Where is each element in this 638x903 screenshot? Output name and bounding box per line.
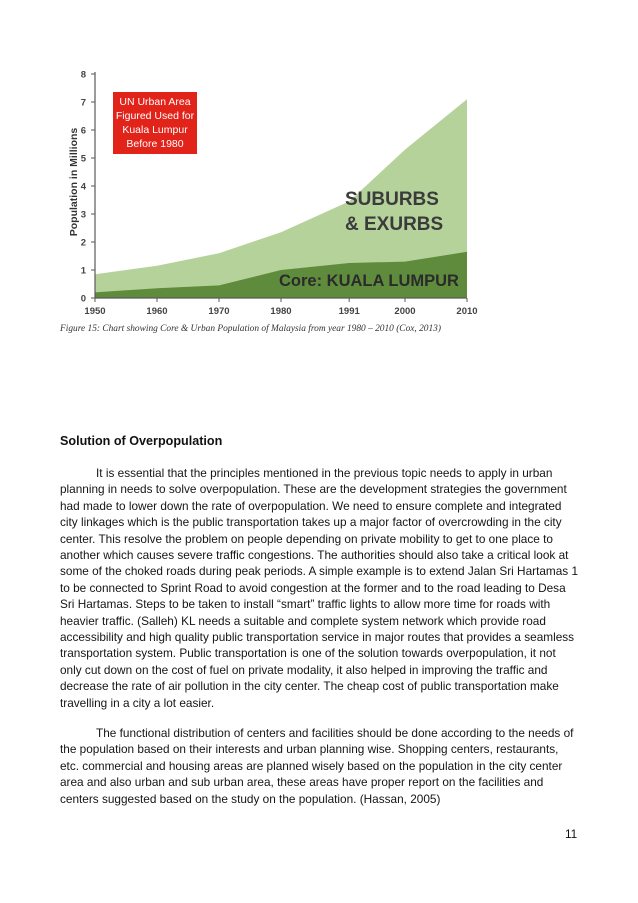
y-tick-label: 7 — [80, 97, 86, 109]
y-tick-label: 0 — [80, 293, 86, 305]
un-box-line-3: Kuala Lumpur — [122, 124, 188, 136]
core-label: Core: KUALA LUMPUR — [279, 272, 459, 290]
y-tick-label: 1 — [80, 265, 86, 277]
y-tick-label: 3 — [80, 209, 86, 221]
suburbs-label-line-1: SUBURBS — [345, 189, 439, 210]
x-tick-label: 1950 — [84, 306, 106, 317]
y-tick-label: 2 — [80, 237, 86, 249]
figure-caption: Figure 15: Chart showing Core & Urban Population of Malaysia from year 1980 – 2010 (Cox, 2013) — [60, 324, 441, 334]
un-box-line-1: UN Urban Area — [119, 96, 191, 108]
population-area-chart — [58, 62, 490, 324]
page-number: 11 — [565, 827, 578, 841]
un-box-line-4: Before 1980 — [126, 138, 184, 150]
x-tick-label: 1970 — [208, 306, 230, 317]
x-tick-label: 1980 — [270, 306, 292, 317]
y-tick-label: 5 — [80, 153, 86, 165]
x-tick-label: 2000 — [394, 306, 416, 317]
paragraph-2: The functional distribution of centers and facilities should be done according to the needs of the population based on their interests and urban planning wise. Shopping centers, restaurants, etc. commercial and housing areas are planned wisely based on the population in the city center area and also urban and sub urban area, these areas have proper report on the facilities and centers suggested based on the study on the population. (Hassan, 2005) — [60, 726, 574, 806]
x-tick-label: 2010 — [456, 306, 478, 317]
y-tick-label: 4 — [80, 181, 86, 193]
section-heading: Solution of Overpopulation — [60, 434, 223, 448]
paragraph-1: It is essential that the principles mentioned in the previous topic needs to apply in urban planning in needs to solve overpopulation. These are the development strategies the government had made to lower down the rate of overpopulation. We need to ensure complete and integrated city linkages which is the public transportation takes up a major factor of overcrowding in the city center. This resolve the problem on people depending on private mobility to get to one place to another which causes severe traffic congestions. The authorities should also take a critical look at some of the choked roads during peak periods. A simple example is to extend Jalan Sri Hartamas 1 to be connected to Sprint Road to avoid congestion at the former and to the road leading to Desa Sri Hartamas. Steps to be taken to install “smart” traffic lights to allow more time for roads with heavier traffic. (Salleh) KL needs a suitable and complete system network which provide road accessibility and high quality public transportation service in major routes that provides a seamless transportation system. Public transportation is one of the solution towards overpopulation, it not only cut down on the cost of fuel on private modality, it also helped in improving the traffic and decrease the rate of air pollution in the city center. The cheap cost of public transportation make travelling in a city a lot easier. — [60, 466, 579, 710]
y-tick-label: 6 — [80, 125, 86, 137]
suburbs-label-line-2: & EXURBS — [345, 214, 444, 235]
x-tick-label: 1991 — [338, 306, 360, 317]
y-axis-title: Population in Millions — [68, 127, 80, 237]
un-box-line-2: Figured Used for — [115, 110, 195, 122]
y-tick-label: 8 — [80, 69, 86, 81]
x-tick-label: 1960 — [146, 306, 168, 317]
